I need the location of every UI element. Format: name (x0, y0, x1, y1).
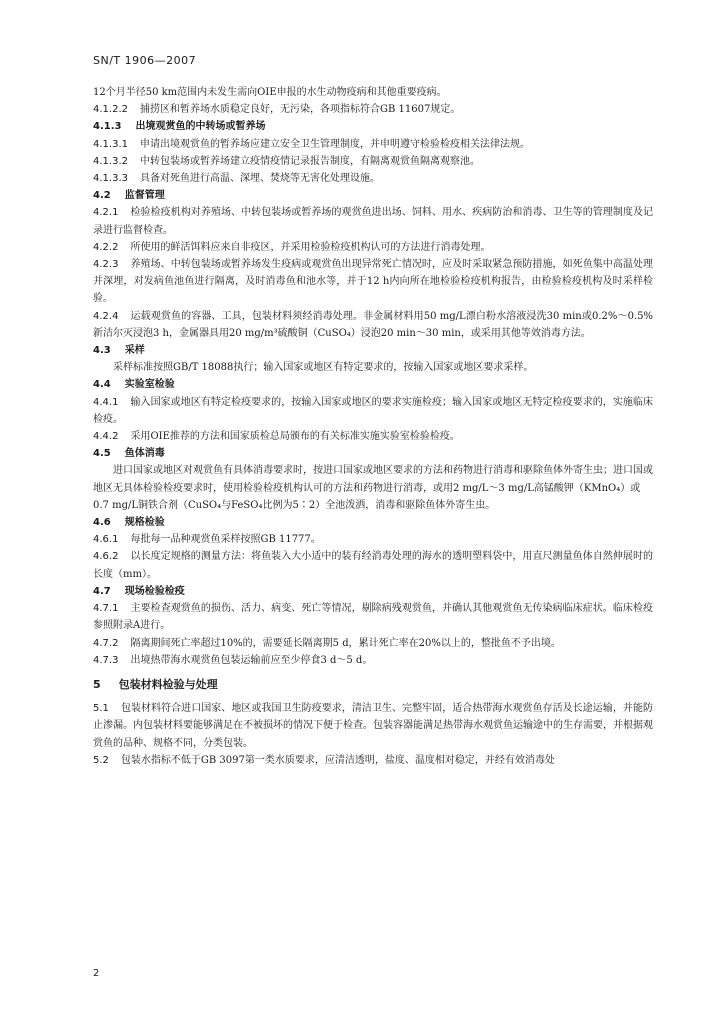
section-5-title: 5 包装材料检验与处理 (93, 677, 218, 691)
paragraph-4-3: 采样标准按照GB/T 18088执行；输入国家或地区有特定要求的，按输入国家或地区要求采样。 (113, 362, 534, 374)
paragraph-continuation: 12个月半径50 km范围内未发生需向OIE申报的水生动物疫病和其他重要疫病。 (93, 87, 447, 98)
clause-4-2-3: 4.2.3 养殖场、中转包装场或暂养场发生疫病或观赏鱼出现异常死亡情况时，应及时采取紧急预防措施，如死鱼集中高温处理并深埋，对发病鱼池鱼进行隔离，及时消毒鱼和池水等，并于12 h内向所在地检验检疫机构报告，由检验检疫机构及时采样检验。 (93, 259, 653, 305)
document-header: SN/T 1906—2007 (93, 54, 197, 67)
clause-4-6-1: 4.6.1 每批每一品种观赏鱼采样按照GB 11777。 (93, 534, 321, 546)
clause-4-2-4: 4.2.4 运载观赏鱼的容器、工具，包装材料须经消毒处理。非金属材料用50 mg/L漂白粉水溶液浸洗30 min或0.2%～0.5%新洁尔灭浸泡3 h，金属器具用20 mg/m³硫酸铜（CuSO₄）浸泡20 min～30 min，或采用其他等效消毒方法。 (93, 310, 653, 339)
clause-4-4-1: 4.4.1 输入国家或地区有特定检疫要求的，按输入国家或地区的要求实施检疫；输入国家或地区无特定检疫要求的，实施临床检疫。 (93, 396, 653, 425)
clause-5-1: 5.1 包装材料符合进口国家、地区或我国卫生防疫要求，清洁卫生、完整牢固，适合热带海水观赏鱼存活及长途运输，并能防止渗漏。内包装材料要能够满足在不被损坏的情况下便于检查。包装容器能满足热带海水观赏鱼运输途中的生存需要，并根据观赏鱼的品种、规格不同，分类包装。 (93, 703, 653, 749)
clause-4-2-1: 4.2.1 检验检疫机构对养殖场、中转包装场或暂养场的观赏鱼进出场、饲料、用水、疾病防治和消毒、卫生等的管理制度及记录进行监督检查。 (93, 207, 653, 236)
clause-4-7-1: 4.7.1 主要检查观赏鱼的损伤、活力、病变、死亡等情况，剔除病残观赏鱼，并确认其他观赏鱼无传染病临床症状。临床检疫参照附录A进行。 (93, 603, 653, 632)
heading-4-7: 4.7 现场检验检疫 (93, 585, 185, 597)
heading-4-3: 4.3 采样 (93, 345, 145, 357)
clause-4-7-3: 4.7.3 出境热带海水观赏鱼包装运输前应至少停食3 d～5 d。 (93, 654, 373, 666)
section-gap (93, 693, 653, 700)
clause-5-2: 5.2 包装水指标不低于GB 3097第一类水质要求，应清洁透明，盐度、温度相对稳定，并经有效消毒处 (93, 754, 555, 766)
clause-4-2-2: 4.2.2 所使用的鲜活饵料应来自非疫区，并采用检验检疫机构认可的方法进行消毒处理。 (93, 241, 491, 253)
heading-4-2: 4.2 监督管理 (93, 190, 165, 202)
paragraph-4-5: 进口国家或地区对观赏鱼有具体消毒要求时，按进口国家或地区要求的方法和药物进行消毒和驱除鱼体外寄生虫；进口国或地区无具体检验检疫要求时，使用检验检疫机构认可的方法和药物进行消毒，或用2 mg/L～3 mg/L高锰酸钾（KMnO₄）或0.7 mg/L铜铁合剂（CuSO₄与FeSO₄比例为5∶2）全池泼洒，消毒和驱除鱼体外寄生虫。 (93, 465, 653, 511)
clause-4-6-2: 4.6.2 以长度定规格的测量方法：将鱼装入大小适中的装有经消毒处理的海水的透明塑料袋中，用直尺测量鱼体自然伸展时的长度（mm）。 (93, 551, 653, 580)
page-number: 2 (93, 968, 100, 979)
section-gap (93, 669, 653, 676)
clause-4-1-3-3: 4.1.3.3 具备对死鱼进行高温、深埋、焚烧等无害化处理设施。 (93, 173, 380, 185)
heading-4-5: 4.5 鱼体消毒 (93, 448, 165, 460)
clause-4-1-3-2: 4.1.3.2 中转包装场或暂养场建立疫情疫情记录报告制度，有隔离观赏鱼隔离观察池。 (93, 155, 480, 167)
clause-4-1-3-1: 4.1.3.1 申请出境观赏鱼的暂养场应建立安全卫生管理制度，并申明遵守检验检疫相关法律法规。 (93, 138, 530, 150)
clause-4-7-2: 4.7.2 隔离期间死亡率超过10%的，需要延长隔离期5 d，累计死亡率在20%以上的，整批鱼不予出境。 (93, 637, 561, 649)
document-body (93, 84, 653, 769)
heading-4-4: 4.4 实验室检验 (93, 379, 175, 391)
heading-4-6: 4.6 规格检验 (93, 517, 165, 529)
heading-4-1-3: 4.1.3 出境观赏鱼的中转场或暂养场 (93, 121, 266, 133)
clause-4-4-2: 4.4.2 采用OIE推荐的方法和国家质检总局颁布的有关标准实施实验室检验检疫。 (93, 431, 460, 443)
clause-4-1-2-2: 4.1.2.2 捕捞区和暂养场水质稳定良好，无污染，各项指标符合GB 11607规定。 (93, 104, 461, 116)
